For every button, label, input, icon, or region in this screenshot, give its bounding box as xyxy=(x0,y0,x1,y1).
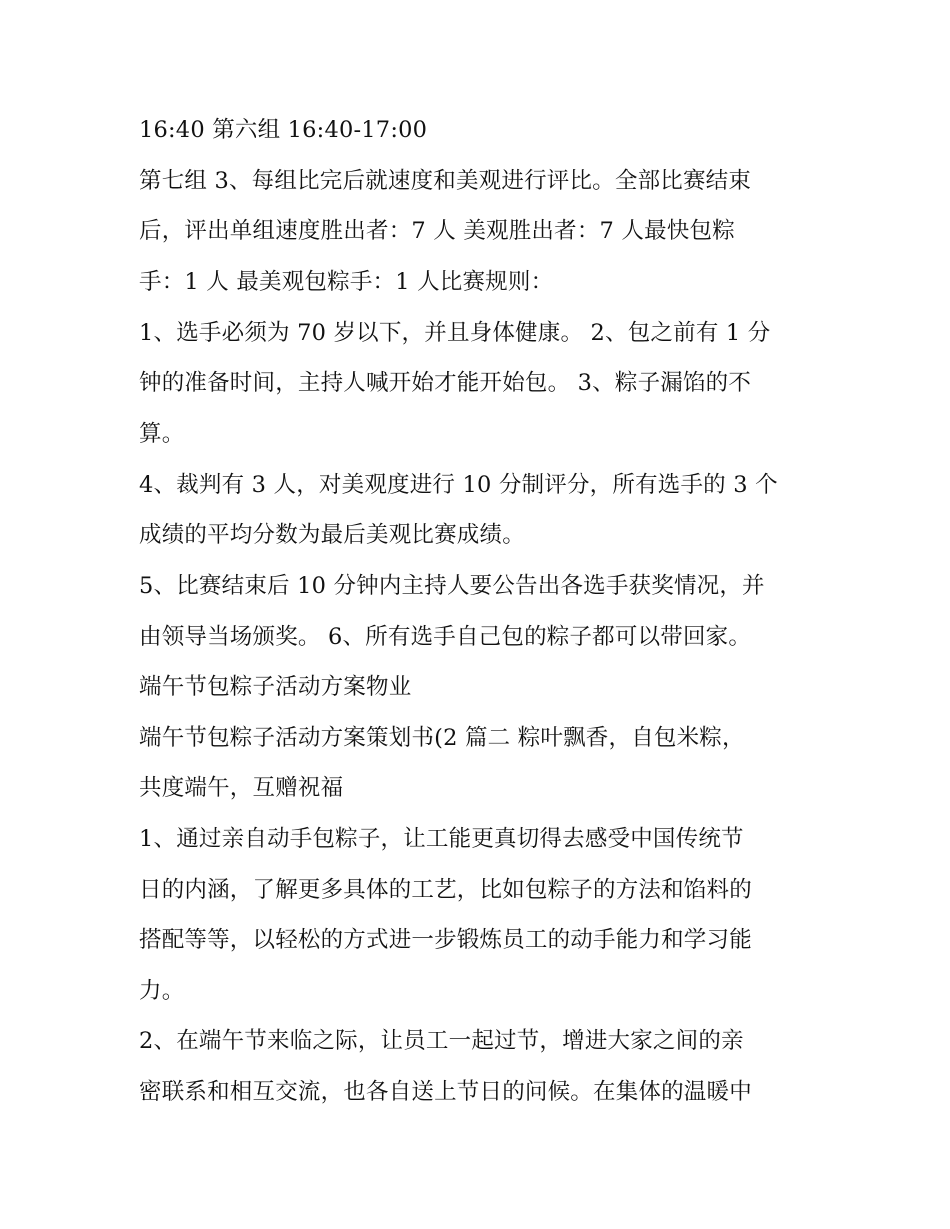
text-line: 共度端午，互赠祝福 xyxy=(139,775,344,801)
text-line: 1、选手必须为 70 岁以下，并且身体健康。 2、包之前有 1 分 xyxy=(139,320,771,346)
text-line: 端午节包粽子活动方案策划书(2 篇二 粽叶飘香，自包米粽， xyxy=(139,725,745,751)
text-line: 由领导当场颁奖。 6、所有选手自己包的粽子都可以带回家。 xyxy=(139,624,752,650)
text-line: 搭配等等，以轻松的方式进一步锻炼员工的动手能力和学习能 xyxy=(139,927,752,953)
text-line: 算。 xyxy=(139,421,185,447)
text-line: 日的内涵，了解更多具体的工艺，比如包粽子的方法和馅料的 xyxy=(139,877,752,903)
text-line: 5、比赛结束后 10 分钟内主持人要公告出各选手获奖情况，并 xyxy=(139,573,765,599)
text-line: 4、裁判有 3 人，对美观度进行 10 分制评分，所有选手的 3 个 xyxy=(139,472,778,498)
text-line: 力。 xyxy=(139,978,185,1004)
section-heading: 端午节包粽子活动方案物业 xyxy=(139,674,412,700)
text-line: 成绩的平均分数为最后美观比赛成绩。 xyxy=(139,522,525,548)
text-line: 后，评出单组速度胜出者：7 人 美观胜出者：7 人最快包粽 xyxy=(139,218,735,244)
text-line: 1、通过亲自动手包粽子，让工能更真切得去感受中国传统节 xyxy=(139,826,744,852)
text-line: 第七组 3、每组比完后就速度和美观进行评比。全部比赛结束 xyxy=(139,168,752,194)
text-line: 2、在端午节来临之际，让员工一起过节，增进大家之间的亲 xyxy=(139,1028,744,1054)
text-line: 16:40 第六组 16:40-17:00 xyxy=(139,117,428,143)
text-line: 密联系和相互交流，也各自送上节日的问候。在集体的温暖中 xyxy=(139,1079,752,1105)
text-line: 钟的准备时间，主持人喊开始才能开始包。 3、粽子漏馅的不 xyxy=(139,370,752,396)
text-line: 手：1 人 最美观包粽手：1 人比赛规则： xyxy=(139,269,554,295)
